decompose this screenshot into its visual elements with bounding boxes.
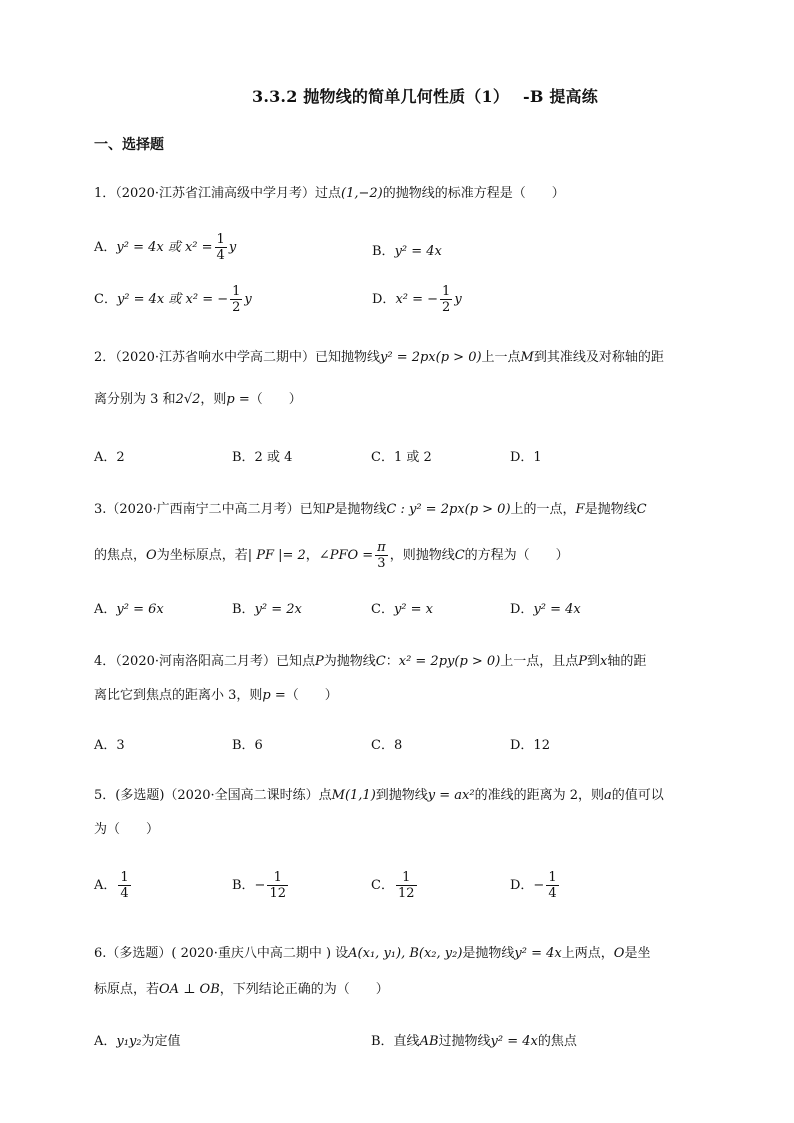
question-4-option-a: A．3 — [94, 738, 125, 753]
question-1-option-c: C．y² = 4x 或 x² = − $\frac{1}{2}$ y — [94, 284, 252, 315]
question-2-option-d: D．1 — [510, 450, 542, 465]
question-3-option-c: C．y² = x — [371, 602, 433, 617]
question-1-option-b: B．y² = 4x — [372, 244, 442, 259]
question-5-option-d: D．− $\frac{1}{4}$ — [510, 870, 557, 901]
question-3-option-a: A．y² = 6x — [94, 602, 164, 617]
question-6-option-b: B．直线AB过抛物线y² = 4x的焦点 — [371, 1034, 577, 1049]
question-2-option-a: A．2 — [94, 450, 125, 465]
question-2-stem-line2: 离分别为 3 和2√2，则p =（ ） — [94, 392, 302, 407]
question-2-option-b: B．2 或 4 — [232, 450, 293, 465]
question-5-stem-line1: 5．(多选题)（2020·全国高二课时练）点M(1,1)到抛物线y = ax²的准线的距离为 2，则a的值可以 — [94, 788, 664, 803]
question-5-option-b: B．− $\frac{1}{12}$ — [232, 870, 286, 901]
question-4-option-d: D．12 — [510, 738, 550, 753]
question-3-option-d: D．y² = 4x — [510, 602, 581, 617]
question-4-option-b: B．6 — [232, 738, 263, 753]
page-title: 3.3.2 抛物线的简单几何性质（1） -B 提高练 — [252, 87, 598, 106]
question-4-option-c: C．8 — [371, 738, 403, 753]
question-1-option-a: A．y² = 4x 或 x² = $\frac{1}{4}$ y — [94, 232, 237, 263]
question-4-stem-line2: 离比它到焦点的距离小 3，则p =（ ） — [94, 688, 338, 703]
question-1-option-d: D．x² = − $\frac{1}{2}$ y — [372, 284, 462, 315]
question-6-stem-line2: 标原点，若OA ⊥ OB，下列结论正确的为（ ） — [94, 982, 389, 997]
question-3-stem-line2: 的焦点，O为坐标原点，若| PF |= 2，∠PFO = $\frac{\pi}{3}$ ，则抛物线C的方程为（ ） — [94, 540, 569, 571]
question-6-stem-line1: 6.（多选题）( 2020·重庆八中高二期中 ) 设A(x₁, y₁), B(x₂, y₂)是抛物线y² = 4x上两点，O是坐 — [94, 946, 651, 961]
section-heading: 一、选择题 — [94, 137, 164, 153]
question-5-stem-line2: 为（ ） — [94, 822, 160, 837]
question-2-stem-line1: 2．（2020·江苏省响水中学高二期中）已知抛物线y² = 2px(p > 0)上一点M到其准线及对称轴的距 — [94, 350, 664, 365]
question-4-stem-line1: 4．（2020·河南洛阳高二月考）已知点P为抛物线C：x² = 2py(p > 0)上一点，且点P到x轴的距 — [94, 654, 647, 669]
question-1-stem: 1．（2020·江苏省江浦高级中学月考）过点(1,−2)的抛物线的标准方程是（ ） — [94, 186, 565, 201]
question-6-option-a: A．y₁y₂为定值 — [94, 1034, 181, 1049]
question-5-option-a: A． $\frac{1}{4}$ — [94, 870, 129, 901]
question-5-option-c: C． $\frac{1}{12}$ — [371, 870, 415, 901]
question-3-option-b: B．y² = 2x — [232, 602, 302, 617]
question-2-option-c: C．1 或 2 — [371, 450, 432, 465]
question-3-stem-line1: 3.（2020·广西南宁二中高二月考）已知P是抛物线C : y² = 2px(p > 0)上的一点，F是抛物线C — [94, 502, 647, 517]
